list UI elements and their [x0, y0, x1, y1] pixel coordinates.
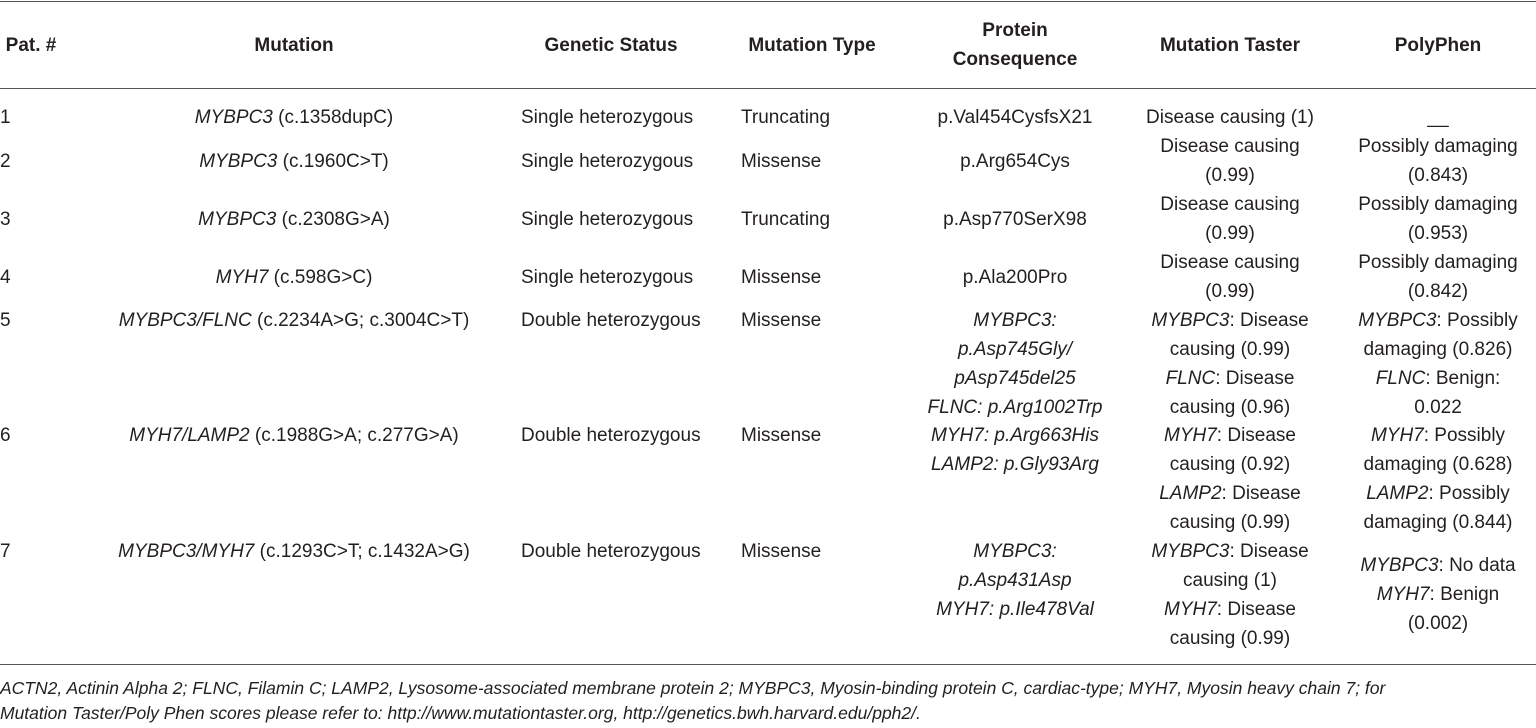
row5-variant: (c.2234A>G; c.3004C>T)	[251, 310, 470, 331]
row2-variant: (c.1960C>T)	[277, 151, 389, 172]
header-genetic-status: Genetic Status	[544, 35, 678, 56]
row3-pat: 3	[0, 209, 11, 230]
row7-genetic-status: Double heterozygous	[521, 541, 701, 562]
row6-mutation	[94, 421, 494, 450]
row3-protein: p.Asp770SerX98	[943, 209, 1087, 230]
row7-polyphen	[1340, 551, 1536, 638]
row5-polyphen-line1: MYBPC3: Possibly	[1358, 310, 1518, 331]
row7-polyphen-line3: (0.002)	[1407, 613, 1469, 634]
row5-protein-line2: p.Asp745Gly/	[957, 339, 1073, 360]
row6-variant: (c.1988G>A; c.277G>A)	[249, 425, 459, 446]
row6-pat: 6	[0, 425, 11, 446]
row3-polyphen	[1340, 190, 1536, 248]
row3-genetic-status: Single heterozygous	[521, 209, 694, 230]
row5-taster-line2: causing (0.99)	[1169, 339, 1291, 360]
row1-taster: Disease causing (1)	[1146, 107, 1314, 128]
row6-protein	[910, 421, 1120, 479]
row7-pat: 7	[0, 541, 11, 562]
row4-taster-line1: Disease causing	[1160, 252, 1300, 273]
row5-polyphen-line4: 0.022	[1414, 397, 1462, 418]
row7-taster-line1: MYBPC3: Disease	[1151, 541, 1309, 562]
row6-taster	[1125, 421, 1335, 537]
row7-gene: MYBPC3/MYH7	[118, 541, 255, 562]
header-mutation-type: Mutation Type	[748, 35, 876, 56]
row2-mutation-type: Missense	[741, 151, 822, 172]
row4-mutation	[94, 263, 494, 292]
row5-taster-line1: MYBPC3: Disease	[1151, 310, 1309, 331]
row3-taster-line1: Disease causing	[1160, 194, 1300, 215]
footnote-line2: Mutation Taster/Poly Phen scores please refer to: http://www.mutationtaster.org, http://genetics.bwh.harvard.edu/pph2/.	[0, 703, 921, 723]
row7-taster-line2: causing (1)	[1183, 570, 1277, 591]
row4-variant: (c.598G>C)	[268, 267, 373, 288]
header-mutation-taster: Mutation Taster	[1159, 35, 1301, 56]
row7-taster	[1125, 537, 1335, 653]
row2-genetic-status: Single heterozygous	[521, 151, 694, 172]
row5-polyphen-line3: FLNC: Benign:	[1375, 368, 1501, 389]
row3-variant: (c.2308G>A)	[276, 209, 390, 230]
row1-pat: 1	[0, 107, 11, 128]
row6-genetic-status: Double heterozygous	[521, 425, 701, 446]
row1-mutation	[94, 103, 494, 132]
header-mutation: Mutation	[254, 35, 334, 56]
row3-mutation	[94, 205, 494, 234]
row4-polyphen-line2: (0.842)	[1407, 281, 1469, 302]
header-polyphen: PolyPhen	[1394, 35, 1482, 56]
row1-variant: (c.1358dupC)	[272, 107, 394, 128]
row4-polyphen-line1: Possibly damaging	[1358, 252, 1518, 273]
row2-taster-line1: Disease causing	[1160, 136, 1300, 157]
row5-protein-line3: pAsp745del25	[954, 368, 1076, 389]
row5-protein-line4: FLNC: p.Arg1002Trp	[927, 397, 1103, 418]
row7-polyphen-line1: MYBPC3: No data	[1360, 555, 1516, 576]
row3-polyphen-line2: (0.953)	[1407, 223, 1469, 244]
row4-gene: MYH7	[215, 267, 269, 288]
row3-polyphen-line1: Possibly damaging	[1358, 194, 1518, 215]
row6-polyphen	[1340, 421, 1536, 537]
row1-gene: MYBPC3	[194, 107, 273, 128]
row6-gene: MYH7/LAMP2	[129, 425, 250, 446]
row2-taster	[1125, 132, 1335, 190]
row7-mutation	[94, 537, 494, 566]
row4-protein: p.Ala200Pro	[962, 267, 1068, 288]
row2-polyphen	[1340, 132, 1536, 190]
row1-protein: p.Val454CysfsX21	[937, 107, 1093, 128]
row2-pat: 2	[0, 151, 11, 172]
row1-genetic-status: Single heterozygous	[521, 107, 694, 128]
table-top-rule	[0, 1, 1536, 2]
row3-mutation-type: Truncating	[741, 209, 831, 230]
row6-polyphen-line2: damaging (0.628)	[1363, 454, 1513, 475]
table-footnote	[0, 676, 1536, 726]
table-header-rule	[0, 88, 1536, 89]
row7-polyphen-line2: MYH7: Benign	[1376, 584, 1500, 605]
row7-protein-line1: MYBPC3:	[973, 541, 1057, 562]
row5-taster-line4: causing (0.96)	[1169, 397, 1291, 418]
row1-mutation-type: Truncating	[741, 107, 831, 128]
row3-taster-line2: (0.99)	[1205, 223, 1255, 244]
row6-protein-line2: LAMP2: p.Gly93Arg	[931, 454, 1099, 475]
row5-protein-line1: MYBPC3:	[973, 310, 1057, 331]
row6-taster-line1: MYH7: Disease	[1164, 425, 1296, 446]
row7-taster-line4: causing (0.99)	[1169, 628, 1291, 649]
row6-taster-line2: causing (0.92)	[1169, 454, 1291, 475]
row2-polyphen-line2: (0.843)	[1407, 165, 1469, 186]
row5-gene: MYBPC3/FLNC	[118, 310, 252, 331]
row6-taster-line3: LAMP2: Disease	[1159, 483, 1301, 504]
row5-genetic-status: Double heterozygous	[521, 310, 701, 331]
header-protein-consequence	[910, 16, 1120, 74]
row2-gene: MYBPC3	[199, 151, 278, 172]
row7-taster-line3: MYH7: Disease	[1164, 599, 1296, 620]
row2-polyphen-line1: Possibly damaging	[1358, 136, 1518, 157]
row4-pat: 4	[0, 267, 11, 288]
row7-mutation-type: Missense	[741, 541, 822, 562]
row6-polyphen-line4: damaging (0.844)	[1363, 512, 1513, 533]
row5-taster	[1125, 306, 1335, 422]
row5-polyphen	[1340, 306, 1536, 422]
row6-polyphen-line3: LAMP2: Possibly	[1366, 483, 1510, 504]
row3-gene: MYBPC3	[198, 209, 277, 230]
row5-polyphen-line2: damaging (0.826)	[1363, 339, 1513, 360]
row7-protein-line3: MYH7: p.Ile478Val	[936, 599, 1094, 620]
row4-mutation-type: Missense	[741, 267, 822, 288]
row4-taster-line2: (0.99)	[1205, 281, 1255, 302]
row1-polyphen: __	[1427, 107, 1449, 128]
row7-protein-line2: p.Asp431Asp	[958, 570, 1072, 591]
row4-taster	[1125, 248, 1335, 306]
footnote-line1: ACTN2, Actinin Alpha 2; FLNC, Filamin C; LAMP2, Lysosome-associated membrane protein 2; MYBPC3, Myosin-binding protein C, cardiac-type; MYH7, Myosin heavy chain 7; for	[0, 678, 1386, 698]
row5-mutation-type: Missense	[741, 310, 822, 331]
row5-mutation	[94, 306, 494, 335]
row2-taster-line2: (0.99)	[1205, 165, 1255, 186]
row2-mutation	[94, 147, 494, 176]
row7-variant: (c.1293C>T; c.1432A>G)	[254, 541, 470, 562]
table-bottom-rule	[0, 664, 1536, 665]
row6-protein-line1: MYH7: p.Arg663His	[931, 425, 1099, 446]
row2-protein: p.Arg654Cys	[960, 151, 1070, 172]
row5-taster-line3: FLNC: Disease	[1165, 368, 1295, 389]
header-pat: Pat. #	[5, 35, 57, 56]
row6-taster-line4: causing (0.99)	[1169, 512, 1291, 533]
row6-mutation-type: Missense	[741, 425, 822, 446]
row5-protein	[910, 306, 1120, 422]
row7-protein	[910, 537, 1120, 624]
header-protein-line1: Protein	[982, 20, 1048, 41]
row3-taster	[1125, 190, 1335, 248]
row6-polyphen-line1: MYH7: Possibly	[1370, 425, 1506, 446]
header-protein-line2: Consequence	[952, 49, 1078, 70]
row4-genetic-status: Single heterozygous	[521, 267, 694, 288]
row4-polyphen	[1340, 248, 1536, 306]
row5-pat: 5	[0, 310, 11, 331]
